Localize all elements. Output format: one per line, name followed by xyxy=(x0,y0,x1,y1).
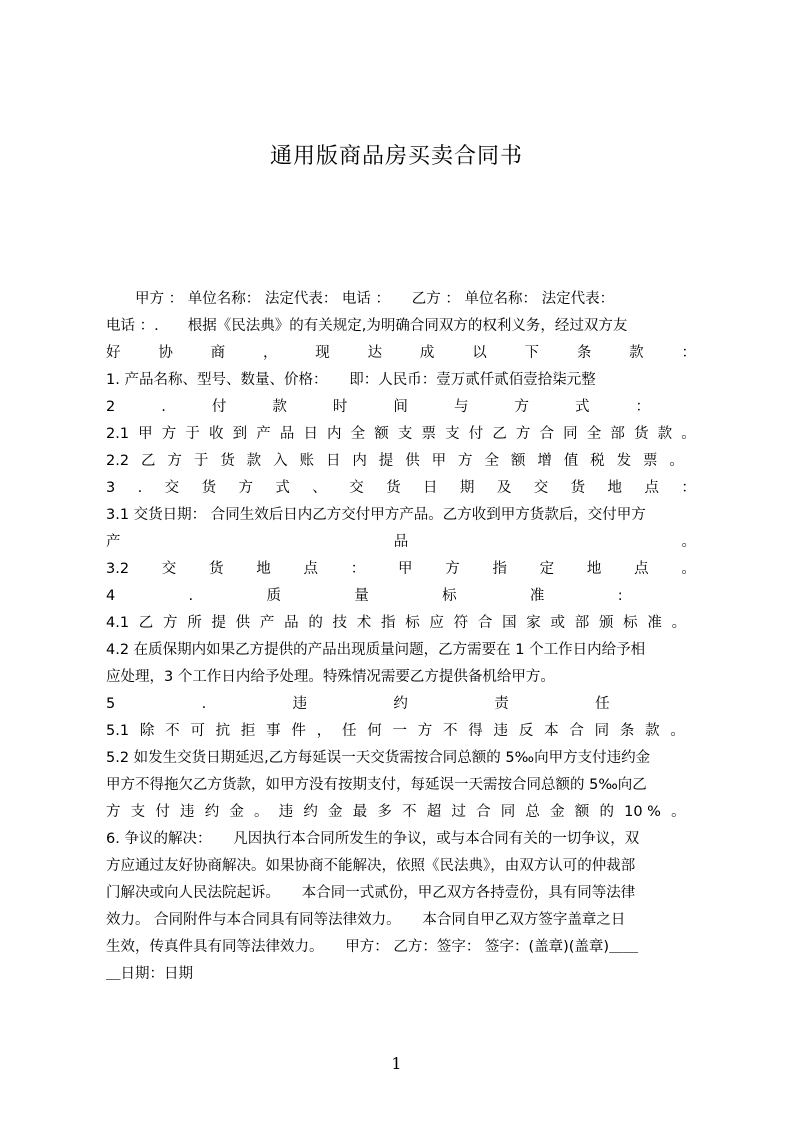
text-segment: 全 xyxy=(484,453,499,469)
text-segment: 准 xyxy=(647,615,662,631)
text-segment: 指 xyxy=(380,615,396,631)
text-segment: 准 xyxy=(529,588,545,604)
text-segment: 本 xyxy=(544,723,559,739)
text-segment: 款 xyxy=(629,345,644,361)
text-segment: 应 xyxy=(429,615,444,631)
text-segment: 与 xyxy=(453,399,469,415)
text-segment: 。 xyxy=(671,615,687,631)
text-segment: 现 xyxy=(315,345,330,361)
text-segment: 总 xyxy=(525,804,540,820)
text-line xyxy=(106,448,696,475)
text-segment: 约 xyxy=(303,804,318,820)
text-segment: 得 xyxy=(468,723,483,739)
text-line: 5.2 如发生交货日期延迟,乙方每延误一天交货需按合同总额的 5‰向甲方支付违约金 xyxy=(106,750,651,766)
document-body xyxy=(106,286,696,988)
text-segment: 内 xyxy=(327,426,342,442)
text-segment: 合 xyxy=(539,426,555,442)
text-segment: 到 xyxy=(232,426,248,442)
text-segment: 标 xyxy=(623,615,638,631)
text-line xyxy=(106,340,696,367)
text-segment: 期 xyxy=(459,480,475,496)
text-segment: 增 xyxy=(537,453,552,469)
text-line: 电话 ：. 根据《民法典》的有关规定,为明确合同双方的权利义务，经过双方友 xyxy=(106,318,628,334)
text-segment: 交 xyxy=(349,480,364,496)
text-segment: 事 xyxy=(266,723,281,739)
text-segment: 反 xyxy=(518,723,534,739)
text-segment: 货 xyxy=(633,426,649,442)
text-segment: 地 xyxy=(607,480,623,496)
text-segment: 违 xyxy=(180,804,195,820)
text-line xyxy=(106,556,696,583)
text-segment: 何 xyxy=(367,723,382,739)
text-line xyxy=(106,799,696,826)
text-segment: 任 xyxy=(595,696,610,712)
text-segment: 产 xyxy=(259,615,275,631)
text-segment: 。 xyxy=(669,453,684,469)
text-segment: 额 xyxy=(574,804,590,820)
text-line xyxy=(106,394,696,421)
text-line: ＿日期：日期 xyxy=(106,966,193,982)
text-segment: 于 xyxy=(193,453,209,469)
text-line: 4.2 在质保期内如果乙方提供的产品出现质量问题，乙方需要在 1 个工作日内给予相 xyxy=(106,642,646,658)
text-segment: 产 xyxy=(106,534,121,550)
text-segment: 账 xyxy=(299,453,315,469)
text-segment: 定 xyxy=(539,561,555,577)
text-segment: 符 xyxy=(453,615,469,631)
text-segment: 好 xyxy=(106,345,121,361)
page-number: 1 xyxy=(391,1054,402,1073)
text-segment: 约 xyxy=(204,804,220,820)
text-segment: 金 xyxy=(229,804,244,820)
text-segment: 拒 xyxy=(240,723,256,739)
text-segment: 货 xyxy=(209,561,224,577)
text-segment: 全 xyxy=(586,426,602,442)
text-segment: 支 xyxy=(397,426,413,442)
text-segment: 交 xyxy=(161,561,177,577)
text-segment: 。 xyxy=(681,534,696,550)
text-segment: 术 xyxy=(356,615,372,631)
text-segment: 供 xyxy=(405,453,420,469)
text-segment: 件 xyxy=(291,723,306,739)
text-segment: 颁 xyxy=(598,615,614,631)
text-segment: 额 xyxy=(510,453,526,469)
text-segment: 方 xyxy=(106,804,121,820)
text-segment: 付 xyxy=(155,804,170,820)
text-segment: 合 xyxy=(477,615,493,631)
text-segment: 。 xyxy=(671,804,686,820)
text-segment: 家 xyxy=(526,615,541,631)
text-segment: 额 xyxy=(374,426,389,442)
text-segment: 时 xyxy=(332,399,348,415)
text-segment: 超 xyxy=(426,804,442,820)
text-line: 6. 争议的解决： 凡因执行本合同所发生的争议，或与本合同有关的一切争议，双 xyxy=(106,831,640,847)
text-segment: 点 xyxy=(634,561,649,577)
text-segment: 。 xyxy=(670,723,685,739)
text-segment: 品 xyxy=(279,426,295,442)
text-segment: 违 xyxy=(292,696,308,712)
text-segment: 付 xyxy=(468,426,484,442)
text-segment: 违 xyxy=(493,723,509,739)
text-segment: 国 xyxy=(502,615,517,631)
text-segment: 质 xyxy=(266,588,281,604)
text-segment: 抗 xyxy=(215,723,231,739)
text-segment: 方 xyxy=(515,426,531,442)
text-segment: 式 xyxy=(275,480,290,496)
text-segment: 间 xyxy=(393,399,408,415)
text-segment: 不 xyxy=(443,723,458,739)
text-segment: 货 xyxy=(201,480,217,496)
text-segment: 10 % xyxy=(624,804,661,820)
text-segment: 票 xyxy=(643,453,658,469)
text-segment: 除 xyxy=(139,723,155,739)
text-segment: 违 xyxy=(278,804,294,820)
text-segment: 点 xyxy=(644,480,659,496)
text-segment: 成 xyxy=(419,345,435,361)
text-segment: . xyxy=(201,696,207,712)
text-segment: 一 xyxy=(392,723,407,739)
text-segment: 金 xyxy=(328,804,343,820)
text-segment: 合 xyxy=(569,723,584,739)
text-line xyxy=(106,718,696,745)
text-segment: 同 xyxy=(563,426,578,442)
text-segment: ， xyxy=(262,345,278,361)
text-segment: 方 xyxy=(238,480,253,496)
text-line: 效力。 合同附件与本合同具有同等法律效力。 本合同自甲乙双方签字盖章之日 xyxy=(106,912,626,928)
text-segment: 。 xyxy=(681,426,696,442)
text-line xyxy=(106,691,696,718)
text-line xyxy=(106,610,696,637)
text-line: 生效，传真件具有同等法律效力。 甲方： 乙方：签字： 签字：(盖章)(盖章)＿＿ xyxy=(106,939,639,955)
text-segment: 4.1 xyxy=(106,615,130,631)
text-segment: 5 xyxy=(106,696,116,712)
text-segment: 提 xyxy=(211,615,226,631)
text-segment: 不 xyxy=(165,723,180,739)
text-segment: 发 xyxy=(616,453,632,469)
text-segment: 约 xyxy=(393,696,408,712)
text-segment: 供 xyxy=(235,615,251,631)
text-segment: 产 xyxy=(256,426,271,442)
text-segment: 的 xyxy=(599,804,614,820)
text-segment: 日 xyxy=(303,426,318,442)
text-segment: 货 xyxy=(386,480,401,496)
text-segment: 地 xyxy=(586,561,602,577)
text-line: 甲方不得拖欠乙方货款，如甲方没有按期支付，每延误一天需按合同总额的 5‰向乙 xyxy=(106,777,647,793)
text-segment: 日 xyxy=(325,453,341,469)
text-segment: 货 xyxy=(570,480,586,496)
text-segment: 款 xyxy=(246,453,262,469)
text-segment: 。 xyxy=(254,804,269,820)
text-segment: 商 xyxy=(210,345,226,361)
text-segment: 多 xyxy=(377,804,392,820)
text-segment: 乙 xyxy=(140,453,156,469)
text-segment: 式 xyxy=(574,399,590,415)
text-segment: 5.1 xyxy=(106,723,130,739)
text-line xyxy=(106,583,696,610)
text-segment: 票 xyxy=(421,426,436,442)
text-segment: 以 xyxy=(472,345,487,361)
text-segment: 。 xyxy=(681,561,696,577)
text-segment: ： xyxy=(635,399,650,415)
text-segment: 指 xyxy=(492,561,507,577)
text-segment: 甲 xyxy=(138,426,153,442)
text-segment: 内 xyxy=(352,453,367,469)
text-segment: ： xyxy=(681,345,696,361)
text-segment: 点 xyxy=(303,561,318,577)
text-segment: . xyxy=(137,480,143,496)
text-segment: 值 xyxy=(563,453,579,469)
text-segment: 不 xyxy=(402,804,417,820)
text-segment: . xyxy=(161,399,166,415)
text-segment: 交 xyxy=(164,480,180,496)
text-segment: 3 xyxy=(106,480,116,496)
text-segment: 税 xyxy=(590,453,605,469)
text-segment: 货 xyxy=(220,453,235,469)
text-segment: 于 xyxy=(185,426,200,442)
text-segment: 甲 xyxy=(397,561,413,577)
text-segment: 2 xyxy=(106,399,116,415)
text-segment: 乙 xyxy=(492,426,507,442)
text-line: 3.1 交货日期： 合同生效后日内乙方交付甲方产品。乙方收到甲方货款后，交付甲方 xyxy=(106,507,646,523)
text-segment: 标 xyxy=(405,615,420,631)
text-segment: 可 xyxy=(190,723,205,739)
text-segment: 条 xyxy=(576,345,592,361)
text-segment: 责 xyxy=(494,696,509,712)
text-segment: 协 xyxy=(158,345,173,361)
text-line: 1. 产品名称、型号、数量、价格： 即：人民币：壹万贰仟贰佰壹拾柒元整 xyxy=(106,372,596,388)
text-segment: 方 xyxy=(417,723,433,739)
text-segment: 的 xyxy=(308,615,323,631)
text-segment: 款 xyxy=(645,723,660,739)
text-line: 甲方 ： 单位名称： 法定代表： 电话 ： 乙方 ： 单位名称： 法定代表： xyxy=(106,291,615,307)
text-segment: 乙 xyxy=(138,615,154,631)
text-segment: 地 xyxy=(256,561,271,577)
text-segment: 同 xyxy=(500,804,516,820)
text-segment: 部 xyxy=(574,615,590,631)
text-segment: 方 xyxy=(167,453,182,469)
text-segment: 及 xyxy=(496,480,512,496)
text-segment: 交 xyxy=(533,480,549,496)
text-segment: 方 xyxy=(458,453,473,469)
text-segment: 甲 xyxy=(431,453,447,469)
text-segment: 部 xyxy=(610,426,625,442)
text-segment: 技 xyxy=(332,615,348,631)
text-segment: 入 xyxy=(273,453,288,469)
text-line xyxy=(106,421,696,448)
text-segment: 方 xyxy=(445,561,460,577)
text-segment: 达 xyxy=(367,345,383,361)
text-segment: 方 xyxy=(161,426,177,442)
text-segment: 2.1 xyxy=(106,426,130,442)
text-segment: 支 xyxy=(130,804,146,820)
text-segment: 或 xyxy=(550,615,565,631)
text-segment: 3.2 xyxy=(106,561,130,577)
text-segment: . xyxy=(188,588,194,604)
text-segment: 提 xyxy=(378,453,394,469)
text-segment: 同 xyxy=(594,723,610,739)
text-segment: 收 xyxy=(209,426,224,442)
text-segment: 日 xyxy=(423,480,438,496)
text-segment: 标 xyxy=(442,588,457,604)
text-segment: 4 xyxy=(106,588,116,604)
text-line: 应处理，3 个工作日内给予处理。特殊情况需要乙方提供备机给甲方。 xyxy=(106,669,555,685)
text-segment: 合 xyxy=(476,804,491,820)
text-segment: 方 xyxy=(514,399,529,415)
text-segment: 金 xyxy=(550,804,565,820)
text-segment: 品 xyxy=(393,534,409,550)
text-segment: : xyxy=(617,588,623,604)
text-segment: 2.2 xyxy=(106,453,130,469)
text-segment: 品 xyxy=(284,615,299,631)
text-segment: 所 xyxy=(187,615,202,631)
text-segment: 方 xyxy=(163,615,178,631)
text-segment: 支 xyxy=(445,426,460,442)
text-segment: 条 xyxy=(619,723,635,739)
text-segment: ， xyxy=(316,723,332,739)
text-segment: 、 xyxy=(312,480,327,496)
text-line: 方应通过友好协商解决。如果协商不能解决，依照《民法典》，由双方认可的仲裁部 xyxy=(106,858,636,874)
text-segment: 最 xyxy=(352,804,368,820)
text-segment: 过 xyxy=(451,804,466,820)
text-segment: ： xyxy=(681,480,696,496)
text-line: 门解决或向人民法院起诉。 本合同一式贰份，甲乙双方各持壹份，具有同等法律 xyxy=(106,885,636,901)
text-segment: 款 xyxy=(272,399,287,415)
text-line xyxy=(106,529,696,556)
document-title: 通用版商品房买卖合同书 xyxy=(269,144,523,169)
text-segment: 款 xyxy=(657,426,673,442)
text-segment: ： xyxy=(350,561,366,577)
text-segment: 量 xyxy=(354,588,369,604)
text-segment: 任 xyxy=(341,723,357,739)
text-segment: 付 xyxy=(211,399,227,415)
text-segment: 下 xyxy=(524,345,539,361)
text-segment: 全 xyxy=(350,426,366,442)
text-line xyxy=(106,475,696,502)
